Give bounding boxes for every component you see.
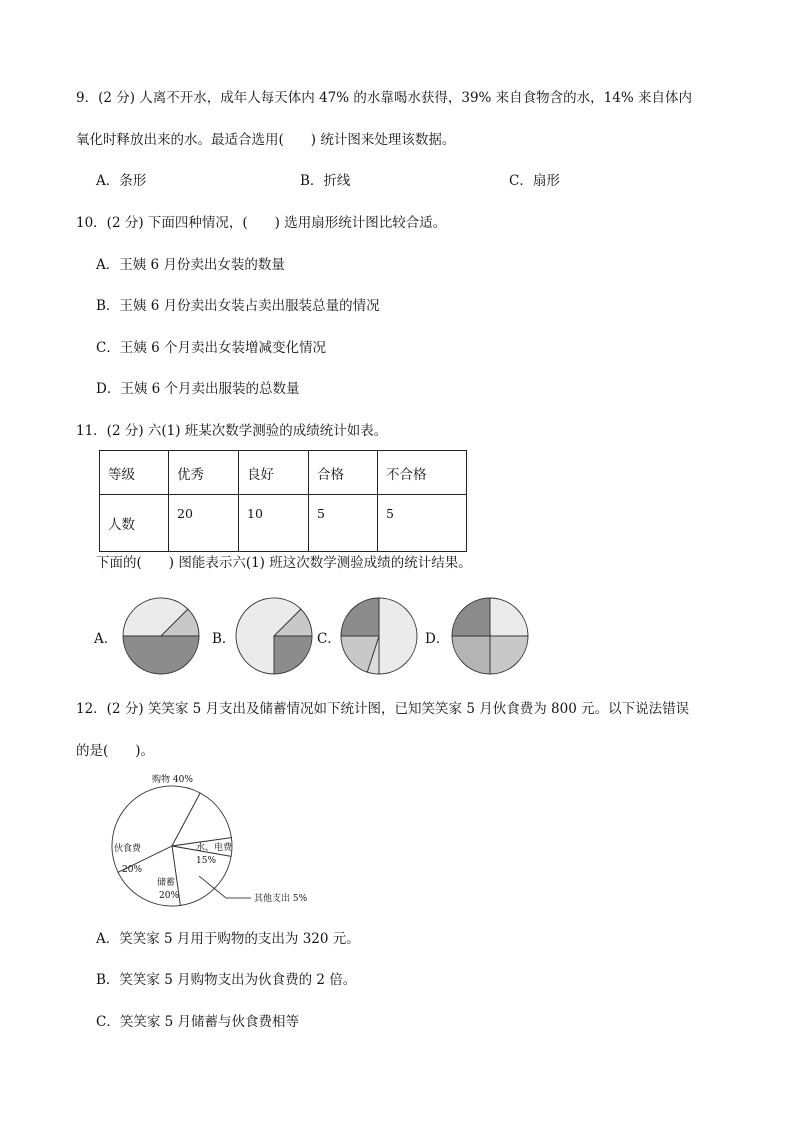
- q11-stem: 11．(2 分) 六(1) 班某次数学测验的成绩统计如表。: [76, 423, 388, 439]
- table-header-cell: 合格: [309, 451, 378, 495]
- q12-option-b[interactable]: B．笑笑家 5 月购物支出为伙食费的 2 倍。: [96, 972, 357, 988]
- q9-stem-line2: 氧化时释放出来的水。最适合选用( ) 统计图来处理该数据。: [76, 132, 456, 148]
- q11-question: 下面的( ) 图能表示六(1) 班这次数学测验成绩的统计结果。: [96, 555, 472, 571]
- q12-stem-line2: 的是( )。: [76, 743, 155, 759]
- q12-stem-line1: 12．(2 分) 笑笑家 5 月支出及储蓄情况如下统计图，已知笑笑家 5 月伙食费为 800 元。以下说法错误: [76, 701, 690, 717]
- table-cell: 10: [239, 495, 309, 552]
- q9-option-a[interactable]: A．条形: [96, 173, 147, 189]
- q10-option-b[interactable]: B．王姨 6 月份卖出女装占卖出服装总量的情况: [96, 298, 380, 314]
- q10-stem: 10．(2 分) 下面四种情况，( ) 选用扇形统计图比较合适。: [76, 215, 447, 231]
- q9-stem-line1: 9．(2 分) 人离不开水，成年人每天体内 47% 的水靠喝水获得，39% 来自食物含的水，14% 来自体内: [76, 90, 692, 106]
- table-header-cell: 等级: [100, 451, 169, 495]
- pie-label-savings-name: 储蓄: [157, 878, 176, 888]
- pie-label-food-name: 伙食费: [114, 844, 142, 854]
- q10-option-c[interactable]: C．王姨 6 个月卖出女装增减变化情况: [96, 340, 327, 356]
- pie-label-other: 其他支出 5%: [254, 894, 308, 904]
- q12-option-c[interactable]: C．笑笑家 5 月储蓄与伙食费相等: [96, 1014, 300, 1030]
- q11-option-d-label[interactable]: D．: [425, 631, 450, 647]
- pie-label-shopping: 购物 40%: [152, 775, 193, 785]
- q11-option-a-label[interactable]: A．: [94, 631, 118, 647]
- table-cell: 20: [169, 495, 239, 552]
- q12-option-a[interactable]: A．笑笑家 5 月用于购物的支出为 320 元。: [96, 931, 360, 947]
- table-header-cell: 不合格: [378, 451, 467, 495]
- pie-slice-储蓄: [172, 846, 231, 905]
- q11-option-c-label[interactable]: C．: [317, 631, 341, 647]
- q9-option-c[interactable]: C．扇形: [509, 173, 560, 189]
- table-header-cell: 良好: [239, 451, 309, 495]
- q9-option-b[interactable]: B．折线: [300, 173, 351, 189]
- pie-label-food-pct: 20%: [122, 865, 143, 875]
- pie-label-savings-pct: 20%: [159, 891, 180, 901]
- table-row-label: 人数: [100, 495, 169, 552]
- table-cell: 5: [309, 495, 378, 552]
- table-cell: 5: [378, 495, 467, 552]
- table-header-cell: 优秀: [169, 451, 239, 495]
- pie-label-utilities-name: 水、电费: [196, 843, 233, 853]
- q11-option-b-label[interactable]: B．: [212, 631, 236, 647]
- pie-label-utilities-pct: 15%: [196, 856, 217, 866]
- q10-option-a[interactable]: A．王姨 6 月份卖出女装的数量: [96, 257, 285, 273]
- q10-option-d[interactable]: D．王姨 6 个月卖出服装的总数量: [96, 381, 300, 397]
